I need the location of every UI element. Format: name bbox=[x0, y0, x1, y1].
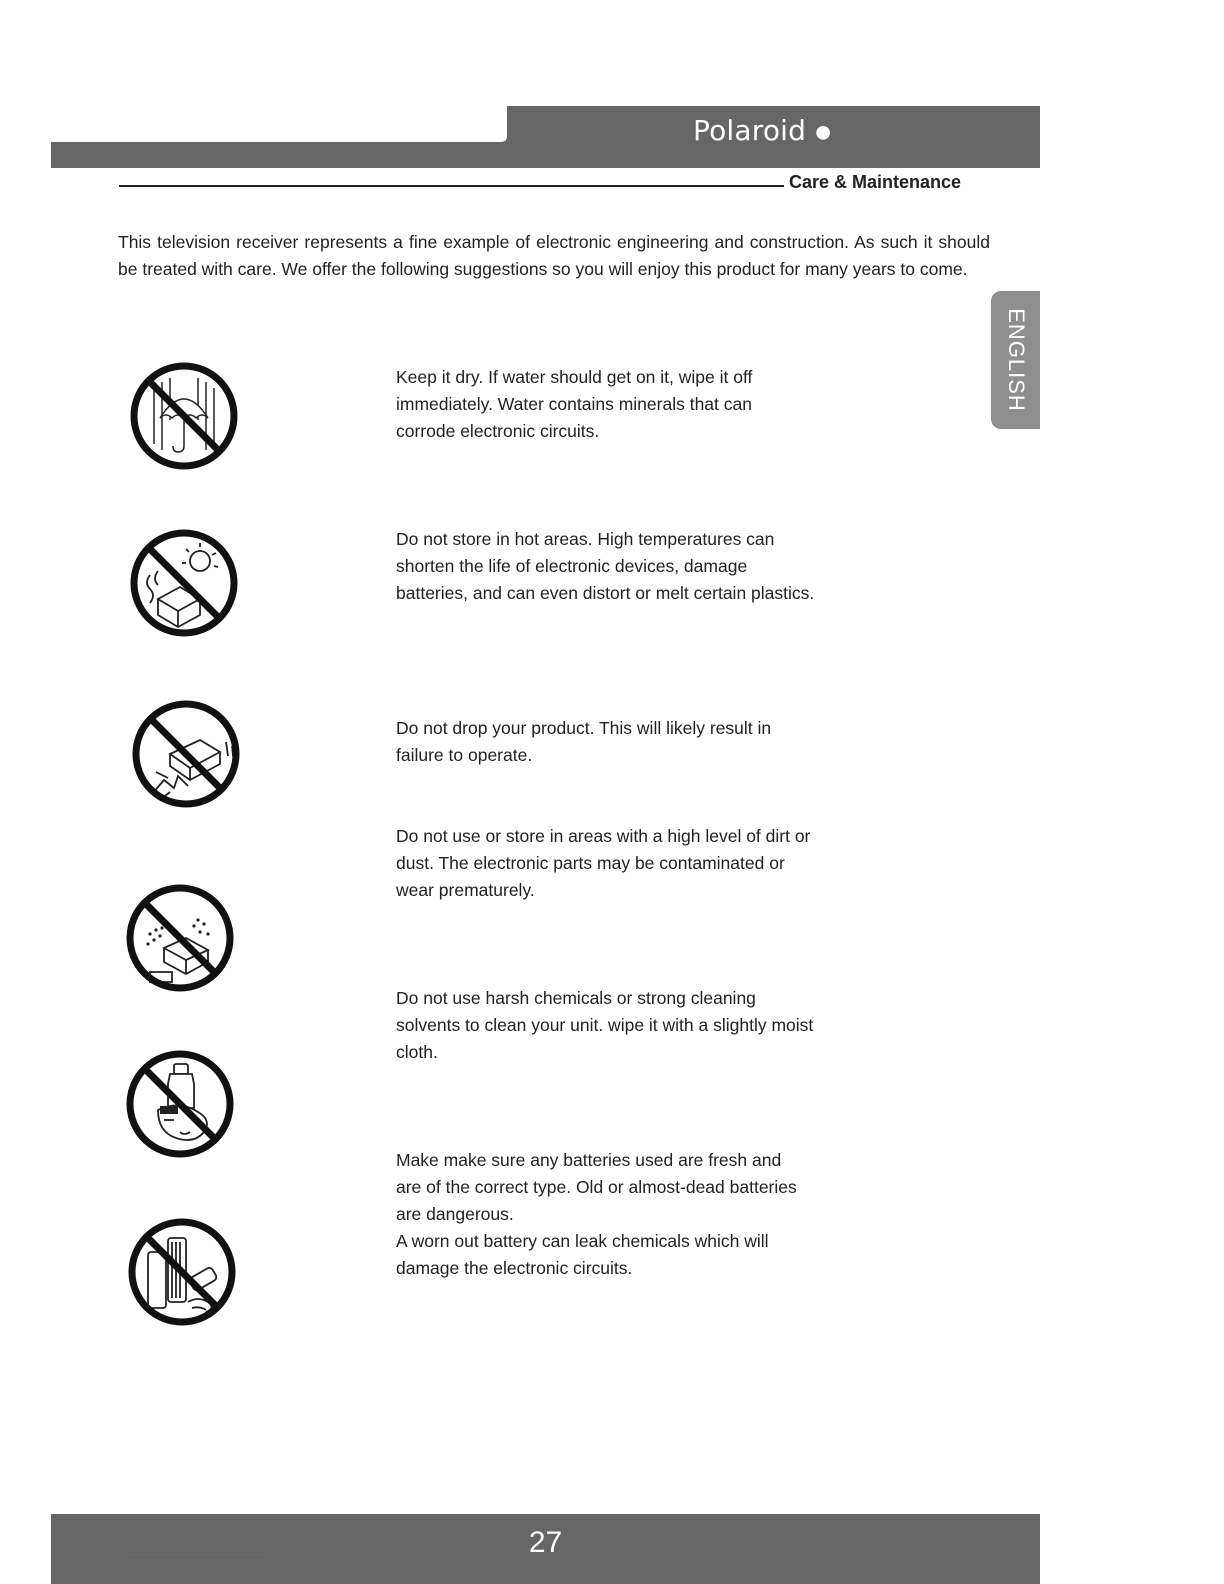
care-item-dust: Do not use or store in areas with a high level of dirt or dust. The electronic parts may be contaminated or wear prematurely. bbox=[396, 826, 811, 900]
brand-dot-icon: ● bbox=[815, 121, 832, 143]
language-tab-label: ENGLISH bbox=[1003, 308, 1029, 412]
brand-logo bbox=[693, 114, 831, 147]
care-item-drop: Do not drop your product. This will likely result in failure to operate. bbox=[396, 718, 772, 765]
section-title: Care & Maintenance bbox=[789, 172, 962, 192]
brand-name: Polaroid bbox=[693, 114, 807, 147]
care-item-batteries: Make make sure any batteries used are fresh and are of the correct type. Old or almost-dead batteries are dangerous. A worn out battery can leak chemicals which will damage the electronic circuits. bbox=[396, 1150, 797, 1278]
language-tab[interactable] bbox=[991, 291, 1040, 429]
intro-paragraph: This television receiver represents a fine example of electronic engineering and construction. As such it should be treated with care. We offer the following suggestions so you will enjoy this product for many years to come. bbox=[118, 232, 990, 279]
page-number: 27 bbox=[528, 1526, 563, 1559]
care-item-chemicals: Do not use harsh chemicals or strong cleaning solvents to clean your unit. wipe it with a slightly moist cloth. bbox=[396, 988, 814, 1062]
no-drop-icon bbox=[130, 698, 242, 810]
care-item-water: Keep it dry. If water should get on it, wipe it off immediately. Water contains minerals that can corrode electronic circuits. bbox=[396, 367, 753, 441]
no-heat-icon bbox=[128, 527, 240, 639]
title-rule bbox=[119, 185, 784, 187]
no-dust-icon bbox=[124, 882, 236, 994]
no-water-icon bbox=[128, 360, 240, 472]
footer-link[interactable] bbox=[126, 1557, 266, 1558]
no-old-batteries-icon bbox=[126, 1216, 238, 1328]
no-chemicals-icon bbox=[124, 1048, 236, 1160]
care-item-heat: Do not store in hot areas. High temperatures can shorten the life of electronic devices, damage batteries, and can even distort or melt certain plastics. bbox=[396, 529, 815, 603]
footer-bar bbox=[51, 1514, 1040, 1584]
header-bar bbox=[51, 106, 1040, 168]
